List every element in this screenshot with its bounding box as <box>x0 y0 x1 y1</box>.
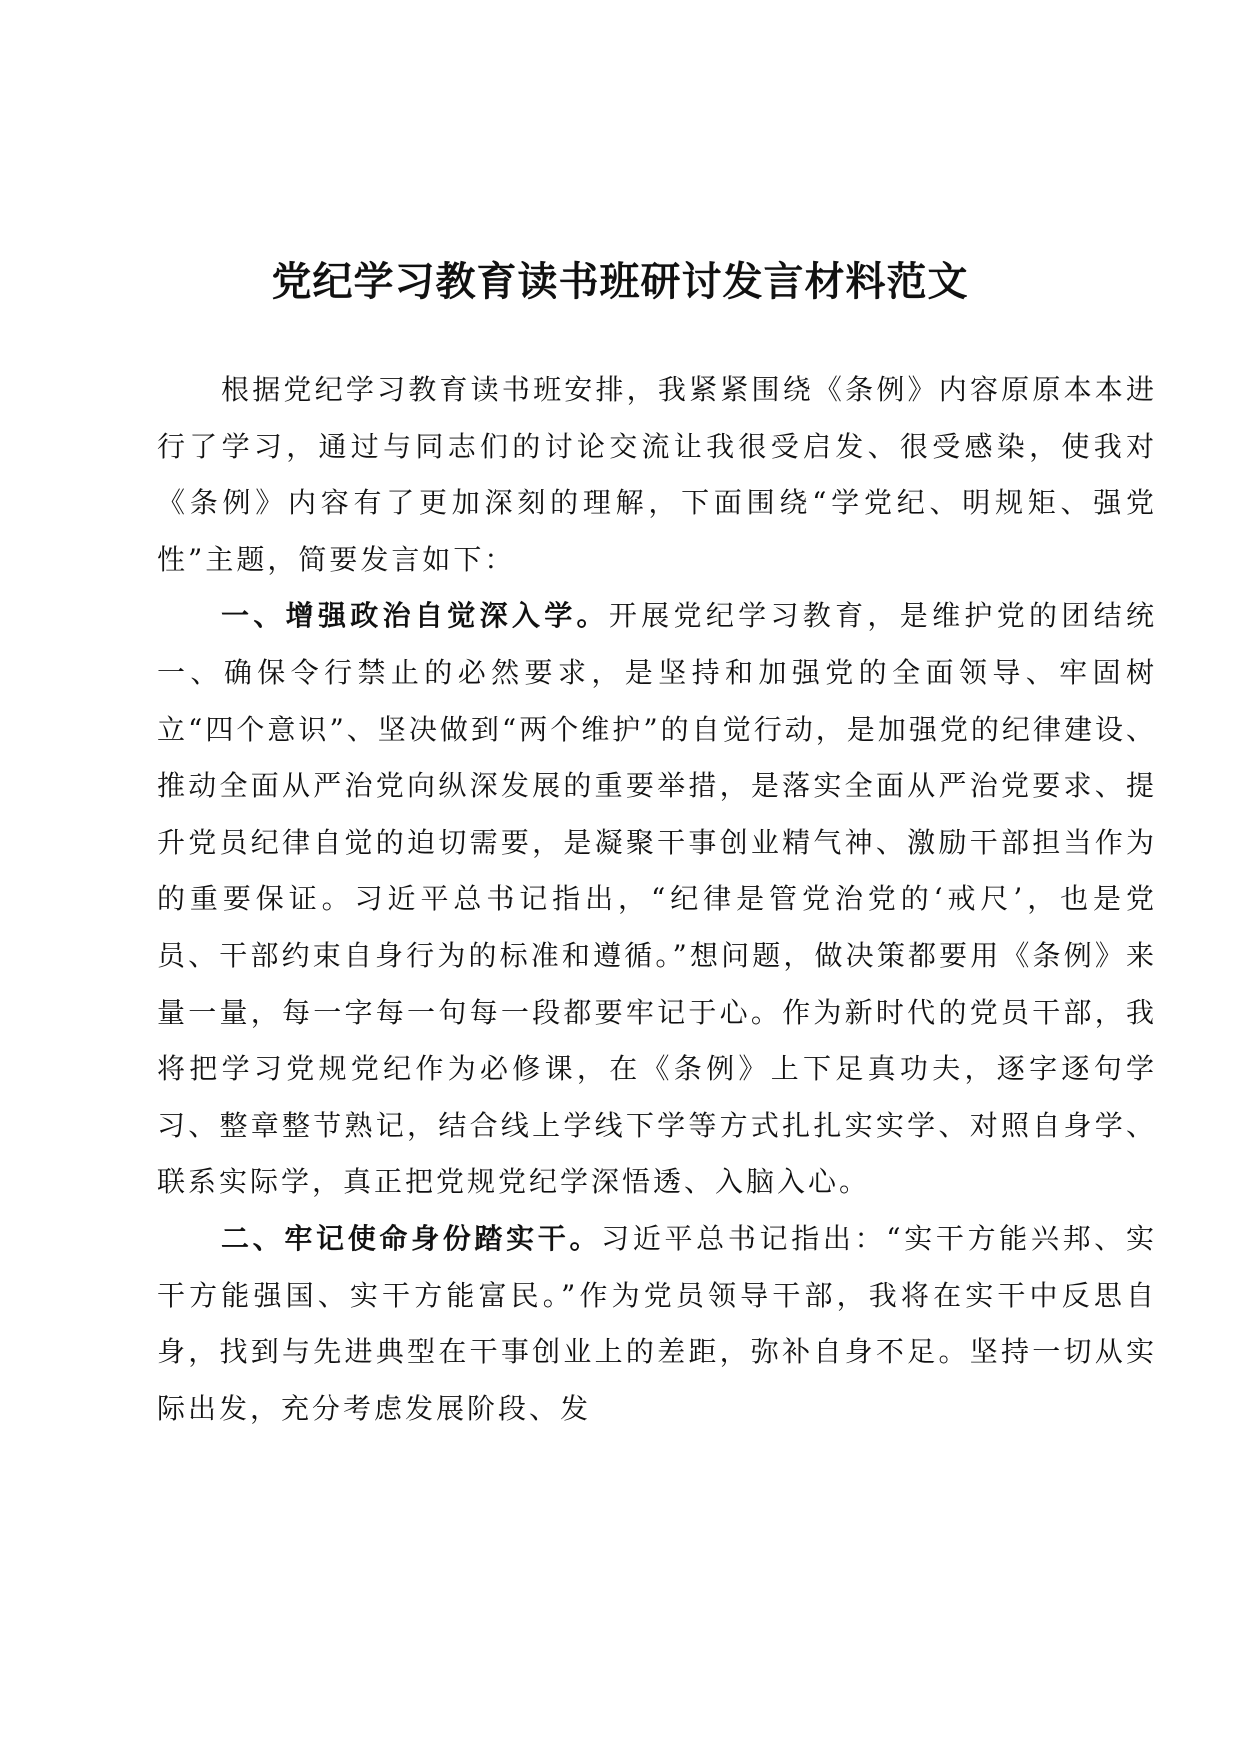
paragraph-section-1 <box>157 588 1157 1211</box>
document-body <box>157 362 1157 1437</box>
section-heading: 一、增强政治自觉深入学。 <box>221 599 609 633</box>
paragraph-intro <box>157 362 1157 588</box>
paragraph-section-2 <box>157 1211 1157 1437</box>
paragraph-text: 开展党纪学习教育，是维护党的团结统一、确保令行禁止的必然要求，是坚持和加强党的全面领导、牢固树立“四个意识”、坚决做到“两个维护”的自觉行动，是加强党的纪律建设、推动全面从严治党向纵深发展的重要举措，是落实全面从严治党要求、提升党员纪律自觉的迫切需要，是凝聚干事创业精气神、激励干部担当作为的重要保证。习近平总书记指出，“纪律是管党治党的‘戒尺’，也是党员、干部约束自身行为的标准和遵循。”想问题，做决策都要用《条例》来量一量，每一字每一句每一段都要牢记于心。作为新时代的党员干部，我将把学习党规党纪作为必修课，在《条例》上下足真功夫，逐字逐句学习、整章整节熟记，结合线上学线下学等方式扎扎实实学、对照自身学、联系实际学，真正把党规党纪学深悟透、入脑入心。 <box>157 599 1157 1199</box>
document-title: 党纪学习教育读书班研讨发言材料范文 <box>271 259 969 305</box>
paragraph-text: 习近平总书记指出：“实干方能兴邦、实干方能强国、实干方能富民。”作为党员领导干部，我将在实干中反思自身，找到与先进典型在干事创业上的差距，弥补自身不足。坚持一切从实际出发，充分考虑发展阶段、发 <box>157 1221 1157 1425</box>
section-heading: 二、牢记使命身份踏实干。 <box>221 1221 602 1255</box>
paragraph-text: 根据党纪学习教育读书班安排，我紧紧围绕《条例》内容原原本本进行了学习，通过与同志们的讨论交流让我很受启发、很受感染，使我对《条例》内容有了更加深刻的理解，下面围绕“学党纪、明规矩、强党性”主题，简要发言如下： <box>157 373 1157 576</box>
